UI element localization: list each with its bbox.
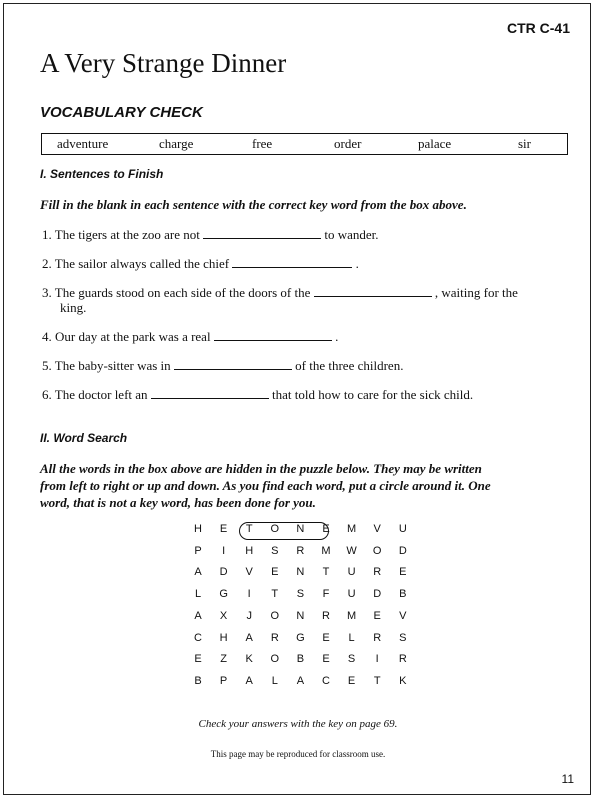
grid-letter[interactable]: H xyxy=(245,544,254,557)
grid-letter[interactable]: A xyxy=(245,674,253,687)
grid-letter[interactable]: H xyxy=(219,631,228,644)
grid-letter[interactable]: O xyxy=(270,653,280,666)
grid-letter[interactable]: V xyxy=(399,609,407,622)
example-answer-circle xyxy=(239,522,329,540)
grid-letter[interactable]: D xyxy=(373,588,382,601)
sentence-2 xyxy=(42,256,572,271)
grid-letter[interactable]: N xyxy=(296,566,305,579)
grid-letter[interactable]: E xyxy=(271,566,279,579)
instruction-line: All the words in the box above are hidden in the puzzle below. They may be written xyxy=(40,461,482,476)
grid-letter[interactable]: S xyxy=(271,544,279,557)
sentence-number: 4. xyxy=(42,329,52,344)
section-1-instructions: Fill in the blank in each sentence with the correct key word from the box above. xyxy=(40,197,467,212)
grid-letter[interactable]: F xyxy=(322,588,330,601)
section-1-heading: I. Sentences to Finish xyxy=(40,167,164,181)
vocabulary-word-box xyxy=(41,133,568,155)
grid-letter[interactable]: U xyxy=(347,566,356,579)
grid-letter[interactable]: E xyxy=(322,523,330,535)
grid-letter[interactable]: R xyxy=(296,544,305,557)
grid-letter[interactable]: T xyxy=(322,566,330,579)
grid-letter[interactable]: R xyxy=(373,566,382,579)
grid-letter[interactable]: T xyxy=(373,674,381,687)
vocab-word: free xyxy=(252,136,273,151)
grid-letter[interactable]: O xyxy=(270,609,280,622)
grid-letter[interactable]: G xyxy=(296,631,305,644)
worksheet-code: CTR C-41 xyxy=(506,20,570,36)
answer-blank[interactable] xyxy=(174,358,292,370)
grid-letter[interactable]: I xyxy=(247,588,251,601)
grid-letter[interactable]: G xyxy=(219,588,228,601)
grid-letter[interactable]: L xyxy=(348,631,355,644)
grid-letter[interactable]: S xyxy=(399,631,407,644)
grid-letter[interactable]: H xyxy=(194,523,202,535)
sentence-number: 2. xyxy=(42,256,52,271)
grid-letter[interactable]: U xyxy=(347,588,356,601)
grid-letter[interactable]: T xyxy=(245,523,253,535)
reproduction-note: This page may be reproduced for classroom use. xyxy=(210,749,386,759)
sentence-text: , waiting for the xyxy=(434,285,518,300)
grid-letter[interactable]: L xyxy=(271,674,278,687)
grid-letter[interactable]: C xyxy=(194,631,202,644)
sentence-number: 3. xyxy=(42,285,52,300)
grid-letter[interactable]: P xyxy=(219,674,228,687)
sentence-text: The baby-sitter was in xyxy=(54,358,171,373)
grid-letter[interactable]: E xyxy=(219,523,228,535)
grid-letter[interactable]: T xyxy=(271,588,279,601)
grid-letter[interactable]: R xyxy=(398,653,407,666)
grid-letter[interactable]: B xyxy=(399,588,407,601)
sentence-4 xyxy=(42,329,572,344)
grid-letter[interactable]: K xyxy=(399,674,407,687)
grid-letter[interactable]: A xyxy=(194,609,202,622)
answer-key-note: Check your answers with the key on page 69. xyxy=(198,718,398,730)
sentence-text: that told how to care for the sick child. xyxy=(272,387,474,402)
instruction-line: word, that is not a key word, has been done for you. xyxy=(40,495,316,510)
sentence-text: The sailor always called the chief xyxy=(54,256,230,271)
sentence-text: . xyxy=(355,256,359,271)
grid-letter[interactable]: B xyxy=(194,674,202,687)
section-2-heading: II. Word Search xyxy=(40,431,128,445)
grid-letter[interactable]: O xyxy=(372,544,382,557)
grid-letter[interactable]: V xyxy=(373,523,381,535)
page-title: A Very Strange Dinner xyxy=(40,48,287,78)
grid-letter[interactable]: E xyxy=(194,653,202,666)
grid-letter[interactable]: D xyxy=(219,566,228,579)
grid-letter[interactable]: Z xyxy=(220,653,227,666)
grid-letter[interactable]: N xyxy=(296,523,305,535)
grid-letter[interactable]: E xyxy=(322,631,330,644)
vocab-word: adventure xyxy=(57,136,109,151)
sentence-text: to wander. xyxy=(324,227,379,242)
sentence-text: of the three children. xyxy=(295,358,404,373)
answer-blank[interactable] xyxy=(232,256,352,268)
grid-letter[interactable]: M xyxy=(321,544,331,557)
grid-letter[interactable]: B xyxy=(296,653,305,666)
grid-letter[interactable]: E xyxy=(347,674,356,687)
sentence-text: . xyxy=(335,329,339,344)
grid-letter[interactable]: C xyxy=(322,674,330,687)
page-number: 11 xyxy=(561,772,574,786)
grid-letter[interactable]: M xyxy=(347,609,357,622)
grid-letter[interactable]: K xyxy=(245,653,253,666)
grid-letter[interactable]: W xyxy=(346,544,357,557)
sentence-5 xyxy=(42,358,572,373)
sentence-number: 1. xyxy=(42,227,52,242)
sentence-text: The guards stood on each side of the doors of the xyxy=(54,285,311,300)
grid-letter[interactable]: S xyxy=(347,653,356,666)
vocab-word: palace xyxy=(418,136,452,151)
grid-letter[interactable]: S xyxy=(296,588,305,601)
grid-letter[interactable]: L xyxy=(194,588,202,601)
grid-letter[interactable]: J xyxy=(246,609,252,622)
vocab-word: sir xyxy=(518,136,531,151)
grid-letter[interactable]: A xyxy=(296,674,305,687)
grid-letter[interactable]: I xyxy=(222,544,226,557)
sentence-text: Our day at the park was a real xyxy=(55,329,211,344)
sentence-text: The tigers at the zoo are not xyxy=(54,227,200,242)
grid-letter[interactable]: I xyxy=(375,653,379,666)
grid-letter[interactable]: M xyxy=(347,523,357,535)
answer-blank[interactable] xyxy=(203,227,321,239)
section-2-instructions xyxy=(40,460,491,511)
grid-letter[interactable]: A xyxy=(245,631,253,644)
vocabulary-heading: VOCABULARY CHECK xyxy=(40,104,203,121)
sentence-text: king. xyxy=(60,300,87,315)
instruction-line: from left to right or up and down. As you find each word, put a circle around it. One xyxy=(40,478,491,493)
vocab-word: charge xyxy=(159,136,194,151)
grid-letter[interactable]: E xyxy=(373,609,381,622)
grid-letter[interactable]: R xyxy=(322,609,330,622)
sentence-number: 5. xyxy=(42,358,52,373)
sentence-text: The doctor left an xyxy=(54,387,148,402)
grid-letter[interactable]: A xyxy=(194,566,202,579)
sentence-1 xyxy=(42,227,572,242)
sentence-3 xyxy=(42,285,572,315)
grid-letter[interactable]: N xyxy=(296,609,305,622)
grid-letter[interactable]: E xyxy=(322,653,330,666)
grid-letter[interactable]: V xyxy=(245,566,253,579)
grid-letter[interactable]: D xyxy=(398,544,407,557)
answer-blank[interactable] xyxy=(214,329,332,341)
sentence-number: 6. xyxy=(42,387,52,402)
answer-blank[interactable] xyxy=(151,387,269,399)
grid-letter[interactable]: P xyxy=(194,544,202,557)
grid-letter[interactable]: U xyxy=(398,523,407,535)
vocab-word: order xyxy=(334,136,362,151)
grid-letter[interactable]: O xyxy=(270,523,280,535)
grid-letter[interactable]: R xyxy=(270,631,279,644)
grid-letter[interactable]: E xyxy=(399,566,407,579)
grid-letter[interactable]: R xyxy=(373,631,382,644)
sentence-6 xyxy=(42,387,572,402)
grid-letter[interactable]: X xyxy=(219,609,228,622)
answer-blank[interactable] xyxy=(314,285,432,297)
